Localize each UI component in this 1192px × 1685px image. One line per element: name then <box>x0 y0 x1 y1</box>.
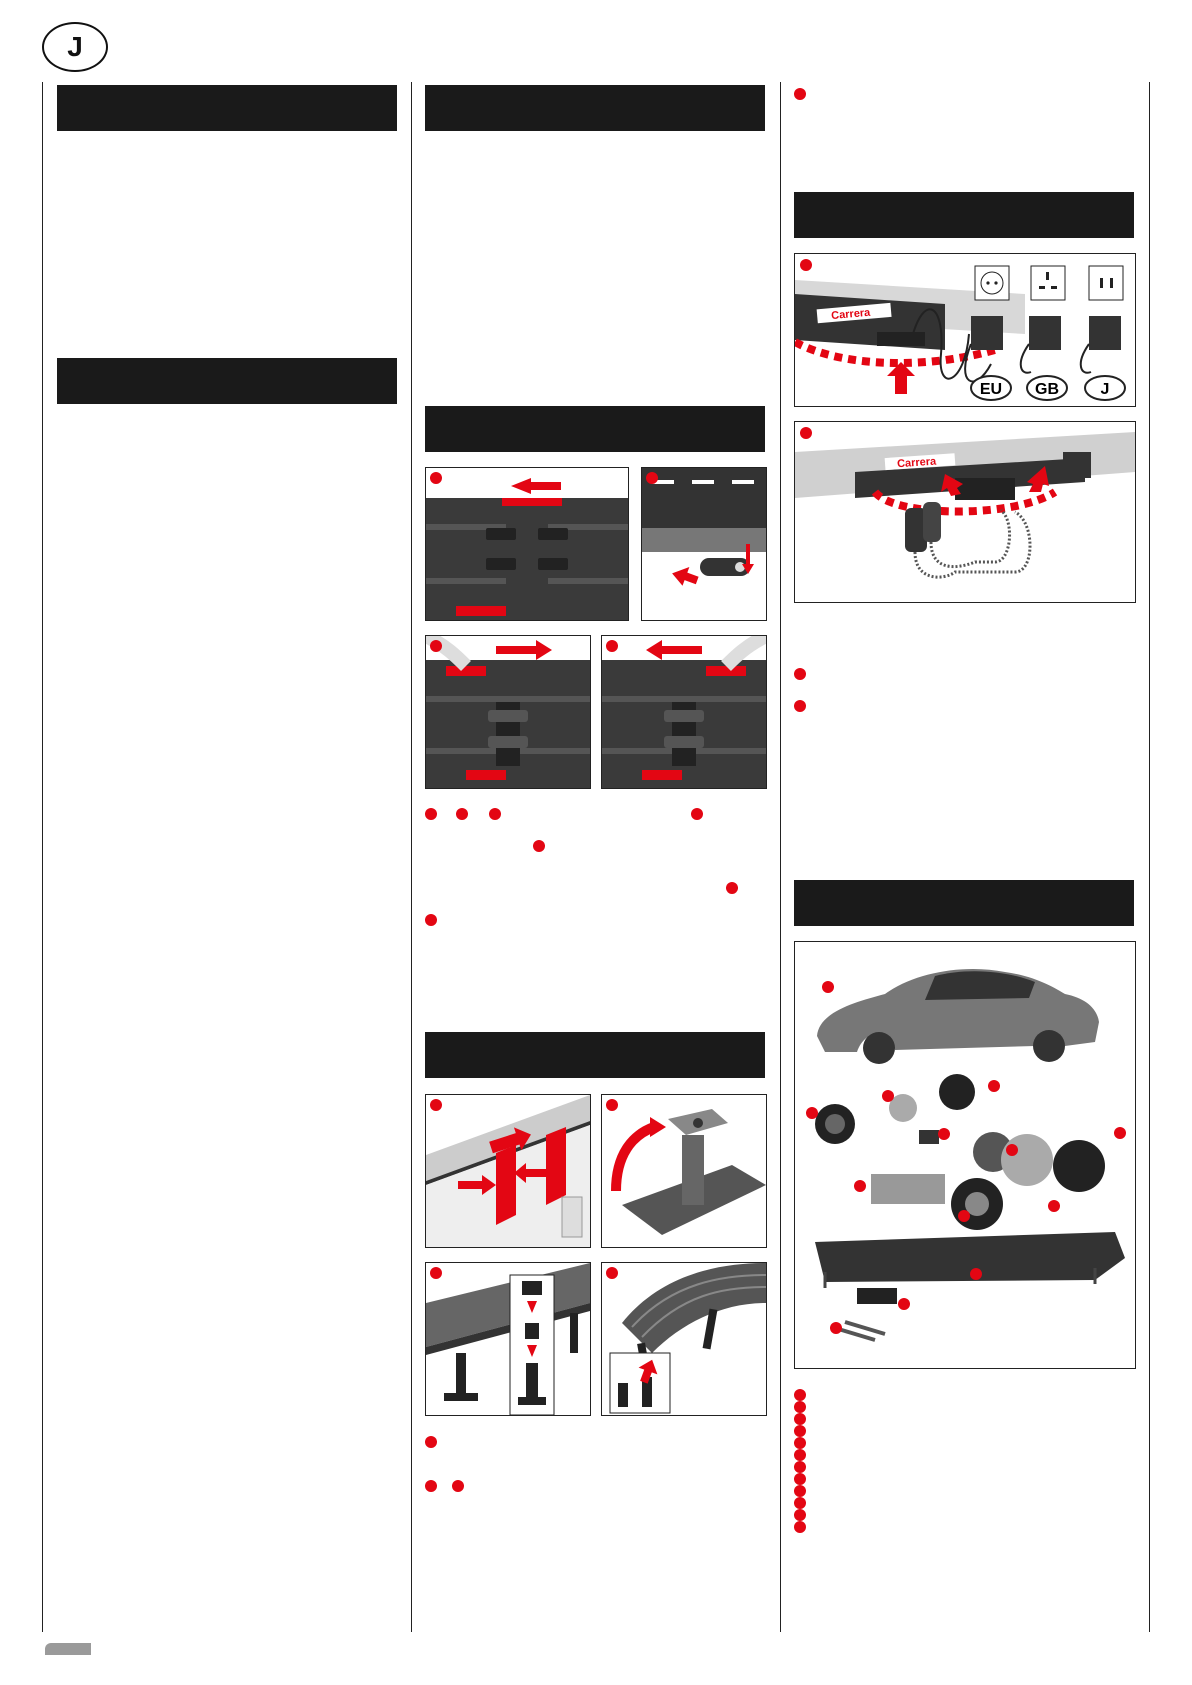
parts-list-marker <box>794 1425 806 1437</box>
section-header-power <box>794 192 1134 238</box>
part-marker <box>1048 1200 1060 1212</box>
part-marker <box>882 1090 894 1102</box>
plug-label-eu: EU <box>979 381 1003 398</box>
step-marker <box>425 914 437 926</box>
section-header-left-2 <box>57 358 397 404</box>
section-header-supports <box>425 1032 765 1078</box>
figure-support-4 <box>601 1262 767 1416</box>
parts-list-marker <box>794 1473 806 1485</box>
step-marker <box>794 700 806 712</box>
plug-label-gb: GB <box>1035 381 1059 398</box>
step-marker <box>533 840 545 852</box>
column-rule-3 <box>780 82 781 1632</box>
brand-logo: Carrera <box>830 306 871 323</box>
step-marker <box>800 259 812 271</box>
parts-list-marker <box>794 1437 806 1449</box>
step-marker <box>489 808 501 820</box>
figure-support-1 <box>425 1094 591 1248</box>
step-marker <box>456 808 468 820</box>
part-marker <box>854 1180 866 1192</box>
parts-list-marker <box>794 1485 806 1497</box>
section-header-left-1 <box>57 85 397 131</box>
step-marker <box>430 1267 442 1279</box>
figure-track-connect-3 <box>425 635 591 789</box>
step-marker <box>794 88 806 100</box>
step-marker <box>425 1480 437 1492</box>
page-number-tab <box>45 1643 91 1655</box>
parts-list-marker <box>794 1449 806 1461</box>
section-header-track-assembly <box>425 406 765 452</box>
step-marker <box>425 1436 437 1448</box>
language-badge: J <box>42 22 108 72</box>
part-marker <box>830 1322 842 1334</box>
part-marker <box>988 1080 1000 1092</box>
part-marker <box>938 1128 950 1140</box>
step-marker <box>646 472 658 484</box>
gb-socket-icon <box>1031 266 1065 300</box>
part-marker <box>970 1268 982 1280</box>
part-marker <box>958 1210 970 1222</box>
step-marker <box>430 1099 442 1111</box>
figure-track-connect-1 <box>425 467 629 621</box>
step-marker <box>606 1099 618 1111</box>
step-marker <box>691 808 703 820</box>
parts-list-marker <box>794 1461 806 1473</box>
parts-list-marker <box>794 1521 806 1533</box>
parts-list-marker <box>794 1401 806 1413</box>
brand-logo-2: Carrera <box>896 455 937 471</box>
figure-support-3 <box>425 1262 591 1416</box>
step-marker <box>430 472 442 484</box>
step-marker <box>794 668 806 680</box>
part-marker <box>1114 1127 1126 1139</box>
eu-socket-icon <box>975 266 1009 300</box>
step-marker <box>606 640 618 652</box>
step-marker <box>430 640 442 652</box>
parts-list-marker <box>794 1389 806 1401</box>
part-marker <box>822 981 834 993</box>
figure-power-connection <box>794 253 1136 407</box>
column-rule-2 <box>411 82 412 1632</box>
figure-controller-connection <box>794 421 1136 603</box>
part-marker <box>1006 1144 1018 1156</box>
figure-exploded-car <box>794 941 1136 1369</box>
step-marker <box>726 882 738 894</box>
figure-support-2 <box>601 1094 767 1248</box>
column-rule-left <box>42 82 43 1632</box>
step-marker <box>452 1480 464 1492</box>
figure-track-connect-2 <box>641 467 767 621</box>
figure-track-connect-4 <box>601 635 767 789</box>
step-marker <box>606 1267 618 1279</box>
part-marker <box>898 1298 910 1310</box>
parts-list-marker <box>794 1413 806 1425</box>
parts-list-marker <box>794 1497 806 1509</box>
section-header-middle-1 <box>425 85 765 131</box>
step-marker <box>425 808 437 820</box>
part-marker <box>806 1107 818 1119</box>
section-header-parts <box>794 880 1134 926</box>
plug-label-j: J <box>1100 381 1110 398</box>
step-marker <box>800 427 812 439</box>
column-rule-right <box>1149 82 1150 1632</box>
parts-list-marker <box>794 1509 806 1521</box>
jp-socket-icon <box>1089 266 1123 300</box>
